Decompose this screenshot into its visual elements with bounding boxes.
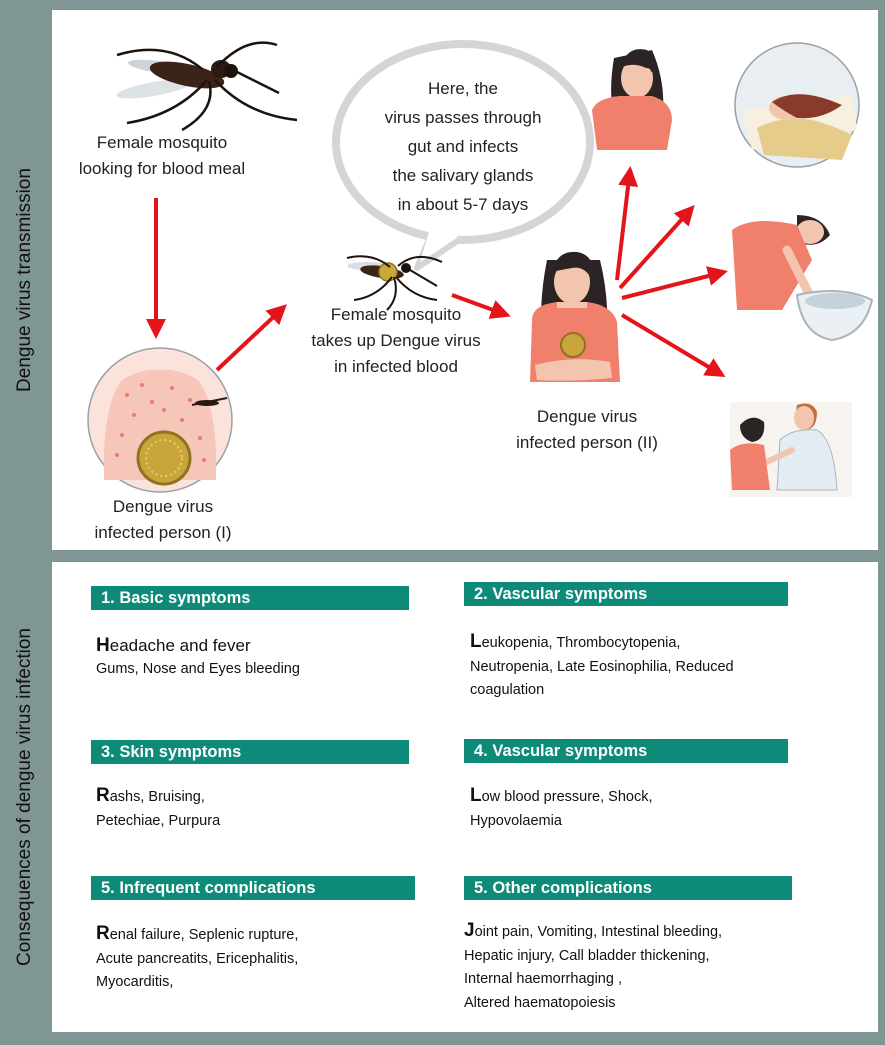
caption-person-two-line2: infected person (II) [516, 433, 658, 452]
bubble-line4: the salivary glands [392, 166, 534, 185]
side-label-consequences-text: Consequences of dengue virus infection [14, 627, 36, 967]
infected-woman-icon [530, 252, 620, 382]
bed-rest-icon [735, 43, 859, 167]
basic-symptoms-line1 [96, 634, 426, 658]
bubble-line5: in about 5-7 days [397, 195, 529, 214]
doctor-child-icon [730, 402, 852, 497]
caption-person-two [477, 404, 697, 456]
skin-symptoms-first: ashs, Bruising, [109, 789, 205, 805]
infrequent-complications-text [96, 922, 436, 995]
infrequent-complications-first: enal failure, Seplenic rupture, [109, 927, 299, 943]
infrequent-complications-line3: Myocarditis, [96, 974, 174, 990]
vascular-symptoms-line2: Neutropenia, Late Eosinophilia, Reduced [470, 658, 734, 675]
bubble-line3: gut and infects [407, 137, 519, 156]
other-complications-line1 [464, 919, 874, 945]
caption-person-one [52, 494, 274, 546]
vascular-symptoms-2-initial: L [470, 785, 482, 806]
caption-mosquito-seeking-line2: looking for blood meal [78, 159, 246, 178]
basic-symptoms-first: eadache and fever [109, 636, 251, 655]
vascular-symptoms-text [470, 630, 870, 703]
vascular-symptoms-2-heading: 4. Vascular symptoms [464, 739, 788, 763]
side-label-consequences [0, 562, 50, 1032]
transmission-panel [52, 10, 878, 550]
vascular-symptoms-heading: 2. Vascular symptoms [464, 582, 788, 606]
consequences-panel [52, 562, 878, 1032]
arrow-to-mosquito [217, 307, 284, 370]
skin-symptoms-text [96, 784, 426, 833]
caption-person-two-line1: Dengue virus [536, 407, 638, 426]
other-complications-text [464, 919, 874, 1015]
bubble-line2: virus passes through [384, 108, 542, 127]
basic-symptoms-text [96, 634, 426, 681]
caption-person-one-line1: Dengue virus [112, 497, 214, 516]
vascular-symptoms-first: eukopenia, Thrombocytopenia, [481, 635, 681, 651]
other-complications-heading: 5. Other complications [464, 876, 792, 900]
basic-symptoms-initial: H [96, 635, 110, 656]
infected-torso-icon [88, 348, 232, 492]
vascular-symptoms-2-text [470, 784, 870, 833]
bubble-line1: Here, the [428, 79, 498, 98]
other-complications-line2: Hepatic injury, Call bladder thickening, [464, 947, 710, 964]
side-label-transmission [0, 10, 50, 550]
arrow-to-doctor [622, 315, 722, 375]
basic-symptoms-line2: Gums, Nose and Eyes bleeding [96, 660, 300, 677]
caption-mosquito-seeking [52, 130, 272, 182]
vascular-symptoms-2-line1 [470, 784, 870, 810]
other-complications-line4: Altered haematopoiesis [464, 994, 616, 1011]
skin-symptoms-line1 [96, 784, 426, 810]
other-complications-first: oint pain, Vomiting, Intestinal bleeding, [474, 924, 723, 940]
skin-symptoms-initial: R [96, 785, 110, 806]
caption-takes-up-line2: takes up Dengue virus [311, 331, 481, 350]
infrequent-complications-line2: Acute pancreatits, Ericephalitis, [96, 950, 299, 967]
caption-mosquito-seeking-line1: Female mosquito [96, 133, 228, 152]
side-label-transmission-text: Dengue virus transmission [14, 168, 35, 392]
caption-takes-up-line3: in infected blood [334, 357, 458, 376]
arrow-to-bedrest [620, 208, 692, 288]
speech-bubble-text [334, 74, 592, 219]
infrequent-complications-initial: R [96, 923, 110, 944]
caption-takes-up-line1: Female mosquito [330, 305, 462, 324]
vascular-symptoms-line1 [470, 630, 870, 656]
caption-person-one-line2: infected person (I) [94, 523, 232, 542]
infrequent-complications-heading: 5. Infrequent complications [91, 876, 415, 900]
basic-symptoms-heading: 1. Basic symptoms [91, 586, 409, 610]
vomiting-woman-icon [732, 215, 872, 340]
vascular-symptoms-2-first: ow blood pressure, Shock, [481, 789, 653, 805]
vascular-symptoms-2-line2: Hypovolaemia [470, 812, 562, 829]
other-complications-line3: Internal haemorrhaging , [464, 971, 622, 987]
headache-woman-icon [592, 49, 672, 150]
infrequent-complications-line1 [96, 922, 436, 948]
arrow-to-vomiting [622, 272, 724, 298]
caption-mosquito-takes-up [280, 302, 512, 380]
other-complications-initial: J [464, 920, 475, 941]
vascular-symptoms-initial: L [470, 631, 482, 652]
vascular-symptoms-line3: coagulation [470, 682, 545, 698]
arrow-to-headache [617, 170, 630, 280]
skin-symptoms-heading: 3. Skin symptoms [91, 740, 409, 764]
mosquito-seeking-icon [115, 43, 297, 130]
skin-symptoms-line2: Petechiae, Purpura [96, 812, 221, 829]
